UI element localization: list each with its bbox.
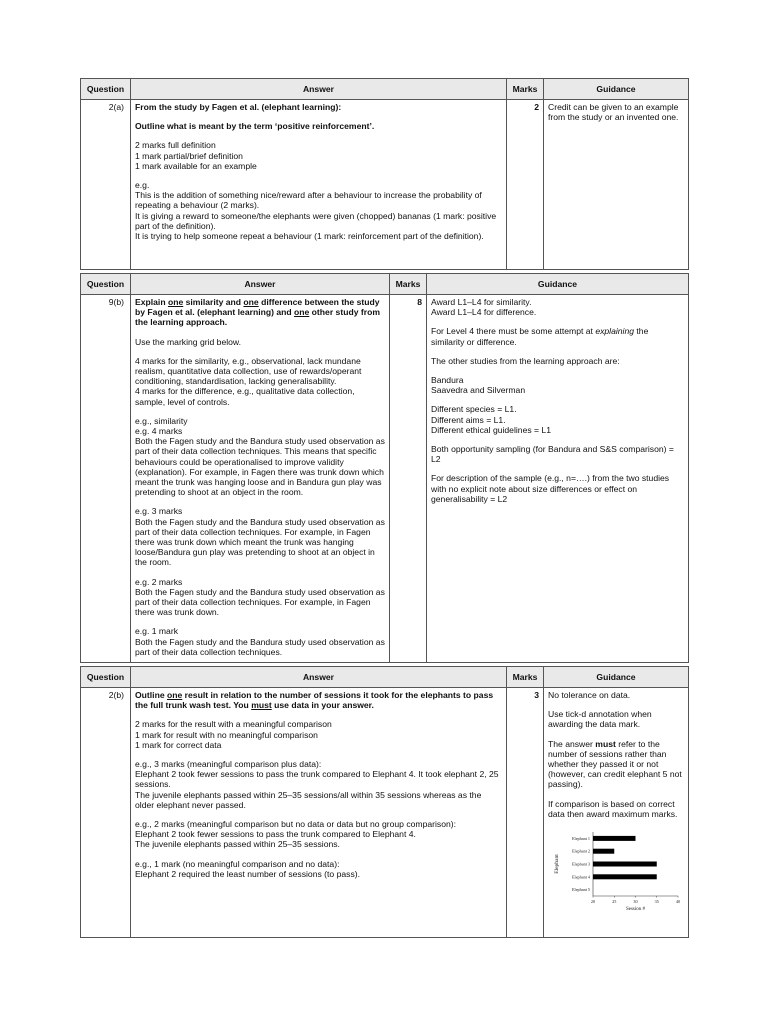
y-tick-label: Elephant 2 — [571, 848, 590, 854]
guidance-cell — [544, 688, 689, 938]
guidance-line: Use tick-d annotation when awarding the data mark. — [548, 709, 652, 730]
y-tick-label: Elephant 5 — [571, 887, 590, 893]
guidance-line: The answer must refer to the number of sessions rather than whether they passed it or not (however, can credit elephant 5 not passing). — [548, 738, 682, 790]
table-2b — [80, 666, 689, 938]
question-prompt: From the study by Fagen et al. (elephant learning): — [135, 102, 342, 112]
similarity-note: 4 marks for the similarity, e.g., observational, lack mundane realism, quantitative data collection, use of rewards/operant conditioning, standardisation, lacking generalisability. — [135, 355, 362, 387]
x-tick-label: 30 — [633, 899, 638, 905]
question-row-9b — [81, 295, 689, 663]
guidance-line: For description of the sample (e.g., n=….) from the two studies with no explicit note about size differences or effect on generalisability = L2 — [431, 473, 670, 504]
header-marks: Marks — [507, 79, 544, 100]
question-row-2a — [81, 100, 689, 270]
answer-cell — [131, 100, 507, 270]
header-marks: Marks — [507, 667, 544, 688]
marking-scheme-line: 1 mark for correct data — [135, 739, 222, 750]
example-answer: Both the Fagen study and the Bandura study used observation as part of their data collection techniques. This means that specific behaviours could be operationalised to improve validity (explanation). For example, in Fagen there was trunk down which meant the trunk was hanging loose and in Bandura gun play was pretending to shoot at an object in the room. — [135, 436, 385, 498]
question-number: 9(b) — [81, 295, 131, 663]
header-answer: Answer — [131, 667, 507, 688]
y-tick-label: Elephant 3 — [571, 861, 590, 867]
y-tick-label: Elephant 1 — [571, 835, 590, 841]
guidance-line: If comparison is based on correct data then award maximum marks. — [548, 798, 678, 819]
table-2a — [80, 78, 689, 270]
marking-scheme-line: 2 marks full definition — [135, 140, 216, 151]
table-header-row — [81, 667, 689, 688]
example-answer: This is the addition of something nice/reward after a behaviour to increase the probability of repeating a behaviour (2 marks). — [135, 190, 482, 211]
grid-note: Use the marking grid below. — [135, 336, 242, 347]
header-guidance: Guidance — [427, 274, 689, 295]
marking-scheme-line: 1 mark available for an example — [135, 160, 257, 171]
study-name: Bandura — [431, 375, 464, 386]
guidance-text: Credit can be given to an example from the study or an invented one. — [544, 100, 689, 270]
table-9b — [80, 273, 689, 663]
mark-scheme-page — [80, 78, 689, 938]
example-answer: Elephant 2 took fewer sessions to pass the trunk compared to Elephant 4. It took elephant 2, 25 sessions. — [135, 769, 499, 790]
question-number: 2(b) — [81, 688, 131, 938]
answer-cell — [131, 688, 507, 938]
x-tick-label: 35 — [654, 899, 659, 905]
answer-cell — [131, 295, 390, 663]
example-label: e.g. — [135, 180, 150, 191]
bar-elephant-4 — [593, 874, 657, 879]
header-question: Question — [81, 79, 131, 100]
example-answer: The juvenile elephants passed within 25–35 sessions/all within 35 sessions whereas as the older elephant never passed. — [135, 789, 482, 810]
example-label: e.g., 3 marks (meaningful comparison plus data): — [135, 759, 322, 770]
y-tick-label: Elephant 4 — [571, 874, 590, 880]
question-number: 2(a) — [81, 100, 131, 270]
sessions-bar-chart — [548, 828, 683, 918]
marking-scheme-line: 2 marks for the result with a meaningful comparison — [135, 719, 332, 730]
table-header-row — [81, 79, 689, 100]
table-header-row — [81, 274, 689, 295]
question-prompt: Explain one similarity and one difference between the study by Fagen et al. (elephant learning) and one other study from the learning approach. — [135, 297, 380, 328]
header-answer: Answer — [131, 274, 390, 295]
example-label: e.g. 3 marks — [135, 506, 183, 517]
question-prompt: Outline one result in relation to the number of sessions it took for the elephants to pass the full trunk wash test. You must use data in your answer. — [135, 690, 494, 711]
header-guidance: Guidance — [544, 667, 689, 688]
example-answer: Both the Fagen study and the Bandura study used observation as part of their data collection techniques. For example, in Fagen there was trunk down which meant the trunk was hanging loose/Bandura gun play was pretending to shoot at an object in the room. — [135, 516, 385, 568]
question-row-2b — [81, 688, 689, 938]
example-answer: Both the Fagen study and the Bandura study used observation as part of their data collection techniques. For example, in Fagen there was trunk down. — [135, 586, 385, 618]
bar-elephant-3 — [593, 862, 657, 867]
guidance-line: The other studies from the learning approach are: — [431, 355, 620, 366]
header-marks: Marks — [390, 274, 427, 295]
guidance-line: Different species = L1. — [431, 404, 517, 415]
x-tick-label: 25 — [612, 899, 617, 905]
guidance-line: Award L1–L4 for difference. — [431, 307, 537, 318]
header-answer: Answer — [131, 79, 507, 100]
marking-scheme-line: 1 mark for result with no meaningful comparison — [135, 729, 318, 740]
study-name: Saavedra and Silverman — [431, 385, 526, 396]
marks-value: 8 — [390, 295, 427, 663]
example-label: e.g. 1 mark — [135, 626, 178, 637]
marks-value: 2 — [507, 100, 544, 270]
guidance-line: For Level 4 there must be some attempt at explaining the similarity or difference. — [431, 326, 649, 347]
header-question: Question — [81, 667, 131, 688]
difference-note: 4 marks for the difference, e.g., qualitative data collection, sample, level of controls. — [135, 386, 355, 407]
bar-elephant-2 — [593, 849, 614, 854]
example-label: e.g., 2 marks (meaningful comparison but no data or data but no group comparison): — [135, 819, 457, 830]
marks-value: 3 — [507, 688, 544, 938]
example-answer: Elephant 2 required the least number of sessions (to pass). — [135, 868, 360, 879]
y-axis-label: Elephant — [554, 854, 560, 874]
example-answer: Elephant 2 took fewer sessions to pass the trunk compared to Elephant 4. — [135, 829, 416, 840]
x-tick-label: 20 — [590, 899, 596, 905]
guidance-line: Different aims = L1. — [431, 414, 506, 425]
question-prompt: Outline what is meant by the term ‘positive reinforcement’. — [135, 121, 375, 132]
example-answer: The juvenile elephants passed within 25–35 sessions. — [135, 839, 340, 850]
x-axis-label: Session # — [625, 907, 646, 913]
guidance-cell — [427, 295, 689, 663]
guidance-line: Both opportunity sampling (for Bandura and S&S comparison) = L2 — [431, 444, 674, 465]
x-tick-label: 40 — [675, 899, 681, 905]
example-label: e.g., similarity — [135, 415, 188, 426]
marking-scheme-line: 1 mark partial/brief definition — [135, 150, 243, 161]
example-answer: Both the Fagen study and the Bandura study used observation as part of their data collection techniques. — [135, 636, 385, 657]
example-label: e.g., 1 mark (no meaningful comparison and no data): — [135, 858, 340, 869]
header-guidance: Guidance — [544, 79, 689, 100]
guidance-line: Different ethical guidelines = L1 — [431, 424, 551, 435]
example-label: e.g. 2 marks — [135, 576, 183, 587]
example-answer: It is trying to help someone repeat a behaviour (1 mark: reinforcement part of the definition). — [135, 231, 484, 242]
guidance-line: No tolerance on data. — [548, 690, 631, 700]
header-question: Question — [81, 274, 131, 295]
guidance-line: Award L1–L4 for similarity. — [431, 297, 532, 307]
bar-elephant-1 — [593, 836, 636, 841]
example-answer: It is giving a reward to someone/the elephants were given (chopped) bananas (1 mark: positive part of the definition). — [135, 210, 497, 231]
example-label: e.g. 4 marks — [135, 426, 183, 437]
